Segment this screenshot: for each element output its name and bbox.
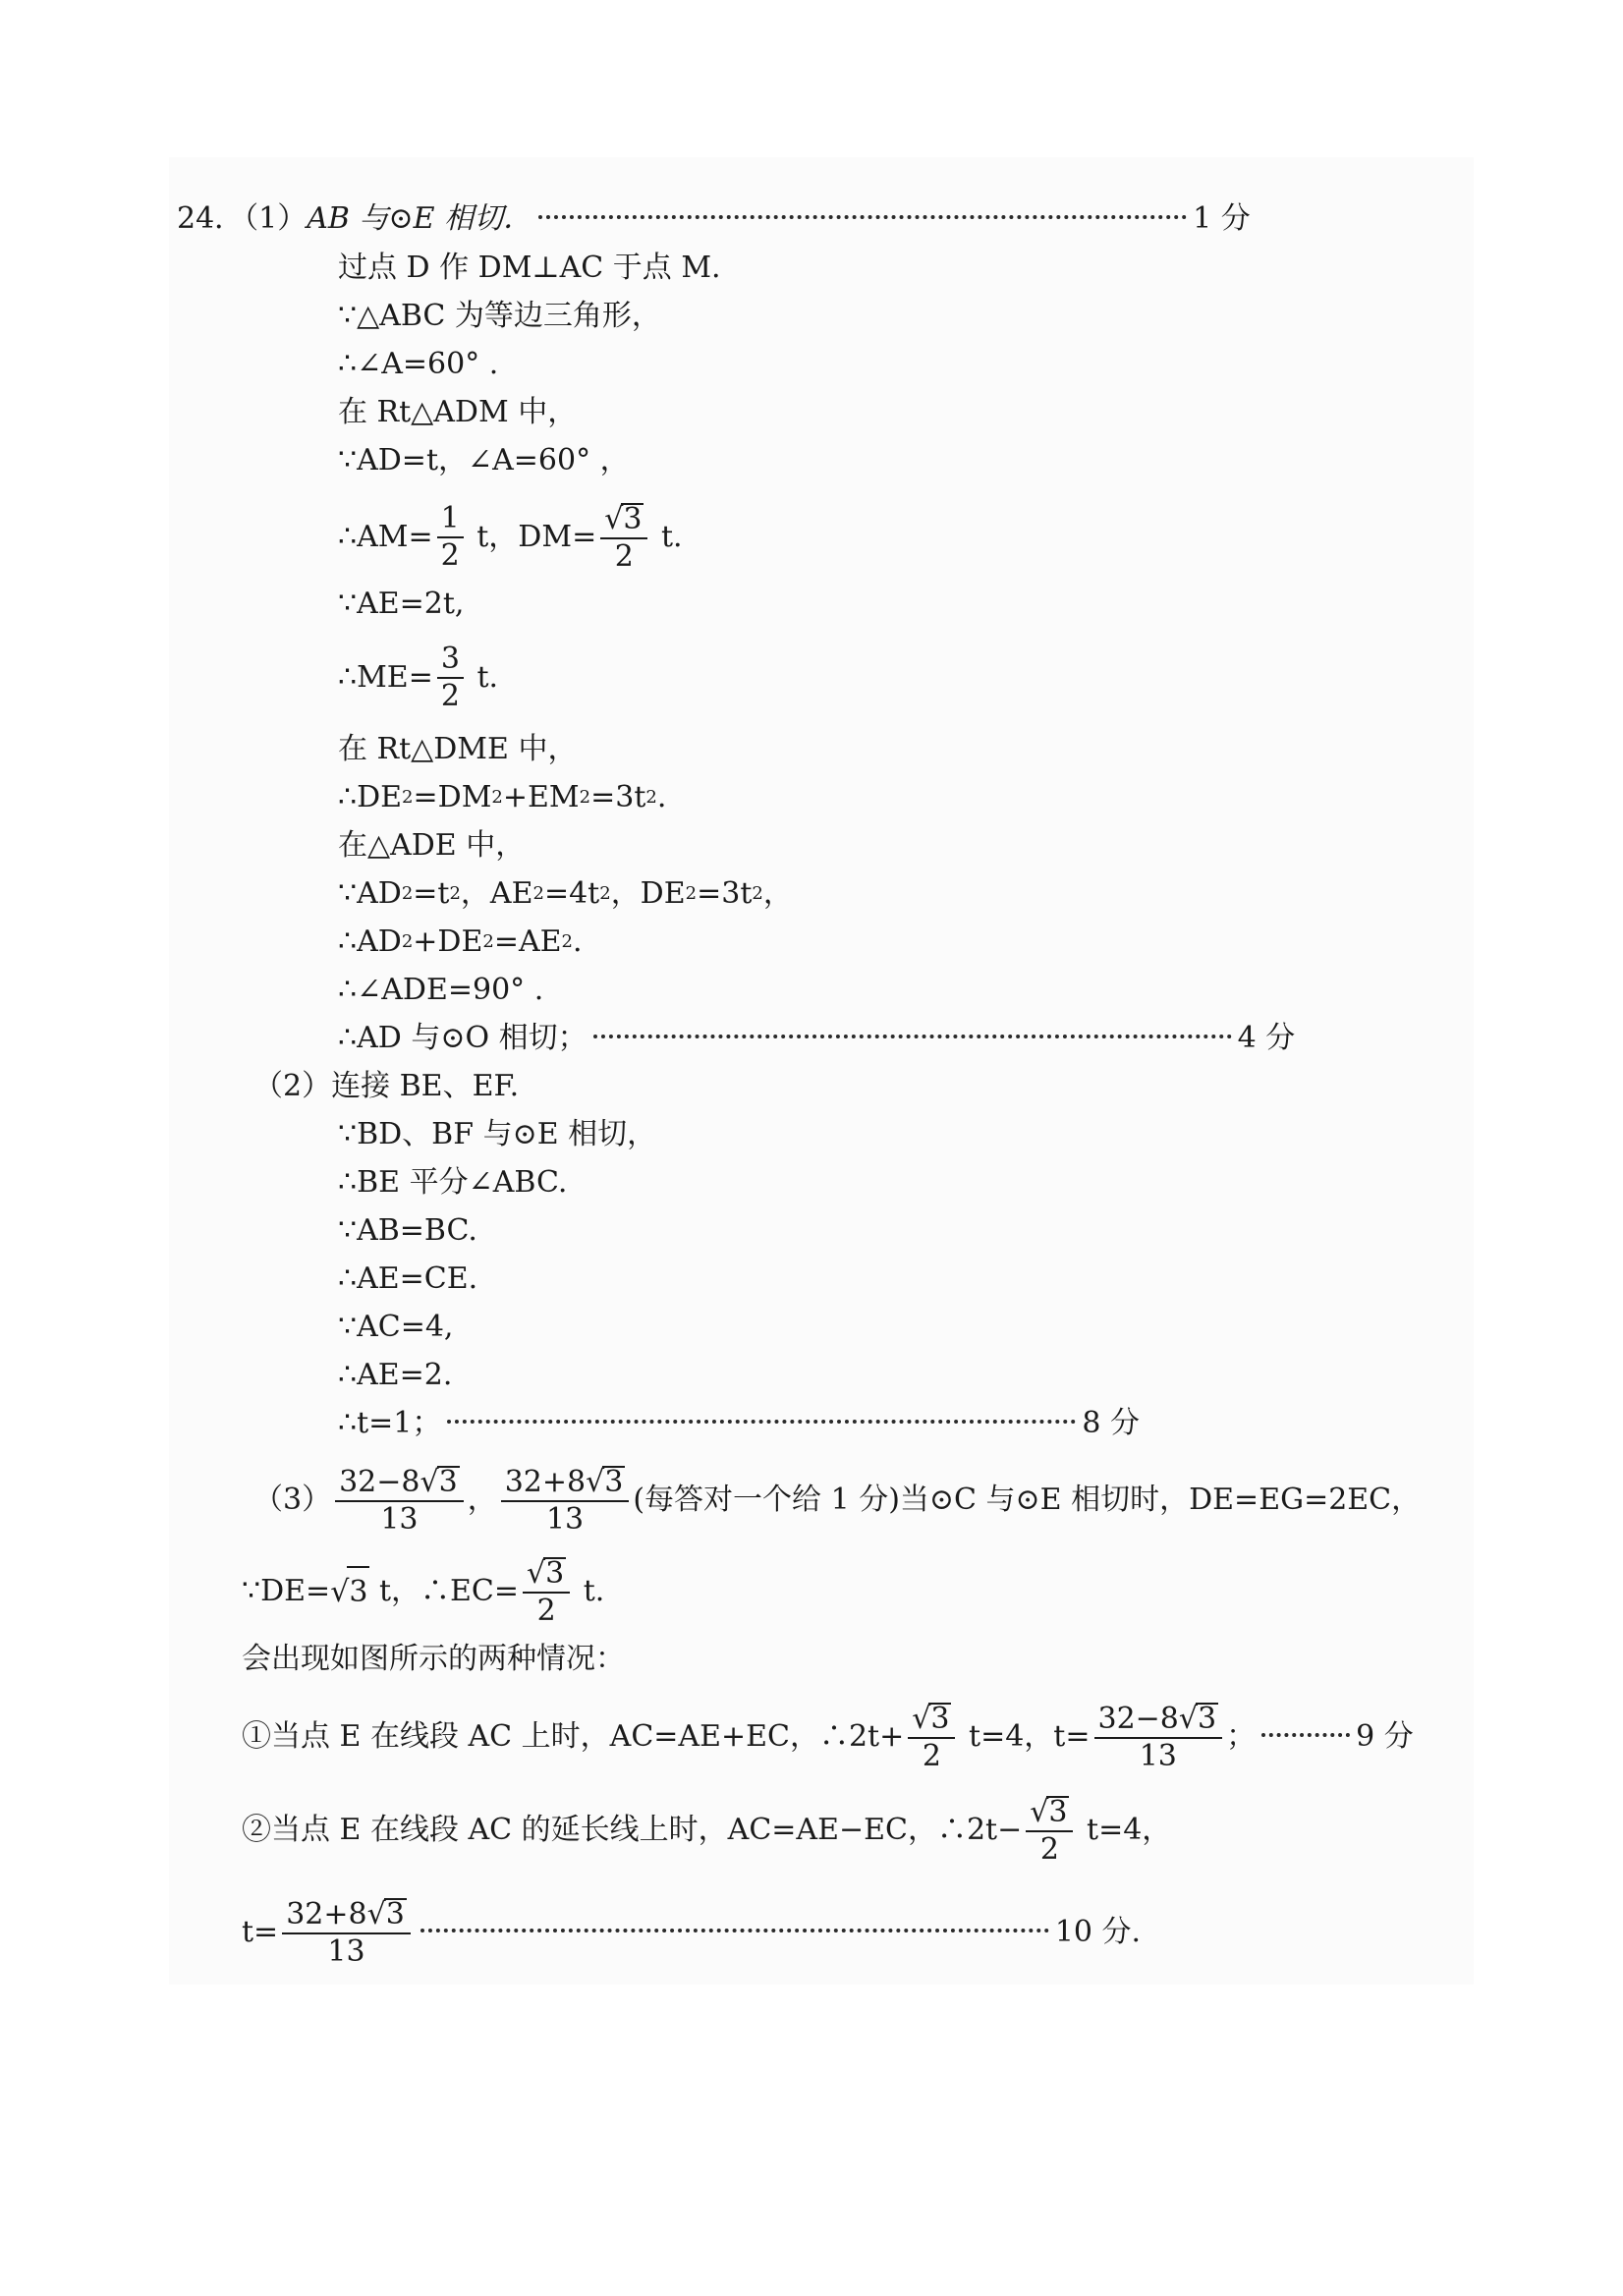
text: =3t	[590, 780, 646, 814]
text: .	[572, 924, 583, 959]
answer-line: ∵AD 2 =t 2 ，AE 2 =4t 2 ，DE 2 =3t 2 ，	[338, 869, 793, 919]
answer-line	[338, 388, 577, 437]
answer-line	[242, 1635, 625, 1684]
answer-line	[338, 725, 577, 774]
text: ∴∠A=60° .	[338, 347, 499, 381]
sqrt-sign: √	[420, 1465, 439, 1499]
text: ∵AD	[338, 876, 402, 911]
denominator: 2	[1039, 1832, 1059, 1867]
sqrt-sign: √	[1030, 1795, 1049, 1829]
dot-leader	[420, 1929, 1049, 1932]
sqrt	[586, 1466, 625, 1497]
text: ∴AM=	[338, 520, 433, 554]
text: ，DE	[610, 876, 686, 911]
score: 9 分	[1356, 1719, 1414, 1754]
text: t.	[651, 520, 683, 554]
answer-line	[338, 580, 464, 629]
text: ∵△ABC 为等边三角形，	[338, 299, 661, 333]
numerator	[501, 1466, 630, 1502]
answer-line	[338, 642, 499, 713]
answer-line	[338, 436, 630, 485]
dot-leader	[593, 1035, 1232, 1038]
radicand: 3	[930, 1702, 950, 1736]
numerator	[600, 503, 647, 539]
text: t=4，	[1077, 1813, 1172, 1847]
sqrt-sign: √	[604, 502, 624, 536]
text: t.	[574, 1574, 605, 1608]
fraction	[908, 1703, 955, 1771]
text: =t	[413, 876, 450, 911]
text: 在△ADE 中，	[338, 828, 526, 863]
numerator: 1	[437, 504, 464, 538]
text: ∴ME=	[338, 660, 433, 695]
text: ∴AD 与⊙O 相切；	[338, 1021, 588, 1055]
text: ∴DE	[338, 780, 403, 814]
answer-line	[338, 966, 543, 1015]
score: 10 分.	[1054, 1915, 1142, 1949]
denominator: 13	[545, 1502, 585, 1537]
text: ，	[467, 1483, 497, 1517]
text: t，∴EC=	[369, 1574, 519, 1608]
denominator: 2	[440, 538, 460, 573]
answer-line	[338, 340, 498, 389]
answer-line	[242, 1556, 605, 1628]
text: 在 Rt△DME 中，	[338, 732, 578, 766]
numerator	[1026, 1796, 1073, 1832]
text: 过点 D 作 DM⊥AC 于点 M.	[338, 251, 721, 285]
text: 32−8	[1097, 1702, 1179, 1736]
text: +EM	[502, 780, 580, 814]
text: ∵AB=BC.	[338, 1213, 477, 1248]
denominator: 2	[440, 679, 460, 713]
score: 1 分	[1193, 201, 1251, 236]
text: ∴BE 平分∠ABC.	[338, 1165, 568, 1200]
denominator: 13	[1139, 1739, 1177, 1773]
text: t=	[242, 1915, 279, 1949]
fraction	[282, 1898, 411, 1967]
sqrt	[330, 1566, 369, 1617]
answer-line	[338, 1110, 656, 1159]
dot-leader	[447, 1420, 1076, 1424]
answer-line	[338, 1158, 567, 1207]
fraction	[437, 644, 464, 711]
answer-line	[338, 292, 661, 341]
text: ①当点 E 在线段 AC 上时，AC=AE+EC，∴2t+	[242, 1719, 905, 1754]
text: ∴∠ADE=90° .	[338, 973, 544, 1007]
answer-line	[338, 1399, 1140, 1448]
text: =DM	[413, 780, 492, 814]
denominator: 13	[327, 1934, 365, 1969]
text: =AE	[493, 924, 562, 959]
dot-leader	[1261, 1733, 1350, 1737]
fraction	[523, 1557, 570, 1626]
numerator: 3	[437, 644, 464, 679]
fraction	[335, 1466, 464, 1535]
text: =4t	[543, 876, 600, 911]
answer-line	[177, 195, 1251, 244]
answer-line	[338, 1014, 1295, 1063]
text: =3t	[697, 876, 753, 911]
text: 在 Rt△ADM 中，	[338, 395, 578, 429]
text: 32−8	[339, 1465, 420, 1499]
score: 4 分	[1237, 1021, 1296, 1055]
sqrt-sign: √	[330, 1575, 350, 1609]
text: ，AE	[460, 876, 533, 911]
answer-line	[338, 821, 525, 870]
fraction	[437, 501, 464, 573]
radicand: 3	[623, 502, 643, 536]
text: 32+8	[504, 1465, 587, 1499]
text: t，DM=	[467, 520, 597, 554]
sqrt	[604, 503, 644, 534]
text: ∵DE=	[242, 1574, 331, 1608]
text: ∵BD、BF 与⊙E 相切，	[338, 1117, 657, 1151]
answer-line	[338, 244, 721, 293]
text: ，	[762, 876, 793, 911]
answer-line	[338, 501, 683, 574]
answer-line: ∴DE 2 =DM 2 +EM 2 =3t 2 .	[338, 773, 666, 822]
text: ∴AE=2.	[338, 1358, 453, 1392]
sqrt	[420, 1466, 460, 1497]
denominator: 2	[922, 1739, 941, 1773]
radicand: 3	[604, 1465, 624, 1499]
numerator	[335, 1466, 464, 1502]
radicand: 3	[1198, 1702, 1217, 1736]
fraction	[600, 503, 647, 572]
answer-line	[338, 1351, 452, 1400]
numerator	[908, 1703, 955, 1739]
text: AB 与⊙E 相切．	[307, 201, 533, 236]
sqrt-sign: √	[912, 1702, 931, 1736]
dot-leader	[538, 215, 1187, 219]
sqrt-sign: √	[586, 1465, 605, 1499]
text: t.	[467, 660, 499, 695]
text: t=4，t=	[959, 1719, 1091, 1754]
denominator: 2	[614, 539, 634, 574]
denominator: 13	[380, 1502, 419, 1537]
text: 会出现如图所示的两种情况：	[242, 1642, 625, 1676]
text: 32+8	[286, 1897, 367, 1932]
text: ∵AD=t，∠A=60° ，	[338, 443, 630, 477]
text: +DE	[413, 924, 483, 959]
radicand: 3	[545, 1556, 565, 1591]
answer-line	[242, 1795, 1172, 1867]
text: ②当点 E 在线段 AC 的延长线上时，AC=AE−EC，∴2t−	[242, 1813, 1023, 1847]
answer-line	[338, 1206, 477, 1256]
radicand: 3	[347, 1566, 369, 1617]
sqrt	[527, 1557, 566, 1589]
score: 8 分	[1082, 1406, 1140, 1440]
radicand: 3	[438, 1465, 458, 1499]
answer-line	[242, 1702, 1414, 1773]
text: ∵AE=2t,	[338, 587, 465, 621]
text: （2）连接 BE、EF.	[253, 1069, 520, 1103]
sqrt-sign: √	[1178, 1702, 1199, 1736]
fraction	[1094, 1703, 1223, 1771]
text: ∴AE=CE.	[338, 1261, 478, 1296]
sqrt-sign: √	[366, 1897, 386, 1932]
numerator	[1094, 1703, 1223, 1739]
text: (每答对一个给 1 分)当⊙C 与⊙E 相切时，DE=EG=2EC，	[633, 1483, 1422, 1517]
text: ；	[1226, 1719, 1257, 1754]
answer-line	[338, 1303, 453, 1352]
answer-line: ∴AD 2 +DE 2 =AE 2 .	[338, 918, 583, 967]
sqrt	[1030, 1796, 1069, 1827]
sqrt-sign: √	[527, 1556, 546, 1591]
sqrt	[912, 1703, 951, 1734]
question-number: 24．（1）	[177, 201, 308, 236]
answer-line	[338, 1255, 477, 1304]
text: （3）	[253, 1483, 332, 1517]
denominator: 2	[536, 1594, 556, 1628]
text: ∵AC=4,	[338, 1310, 454, 1344]
radicand: 3	[385, 1897, 405, 1932]
sqrt	[367, 1898, 407, 1930]
answer-line	[242, 1897, 1142, 1969]
text: ∴t=1；	[338, 1406, 442, 1440]
text: ∴AD	[338, 924, 402, 959]
fraction	[501, 1466, 630, 1535]
text: .	[656, 780, 667, 814]
radicand: 3	[1048, 1795, 1068, 1829]
fraction	[1026, 1796, 1073, 1865]
sqrt	[1179, 1703, 1218, 1734]
numerator	[523, 1557, 570, 1594]
answer-line	[253, 1465, 1422, 1537]
answer-line	[253, 1062, 519, 1111]
numerator	[282, 1898, 411, 1934]
